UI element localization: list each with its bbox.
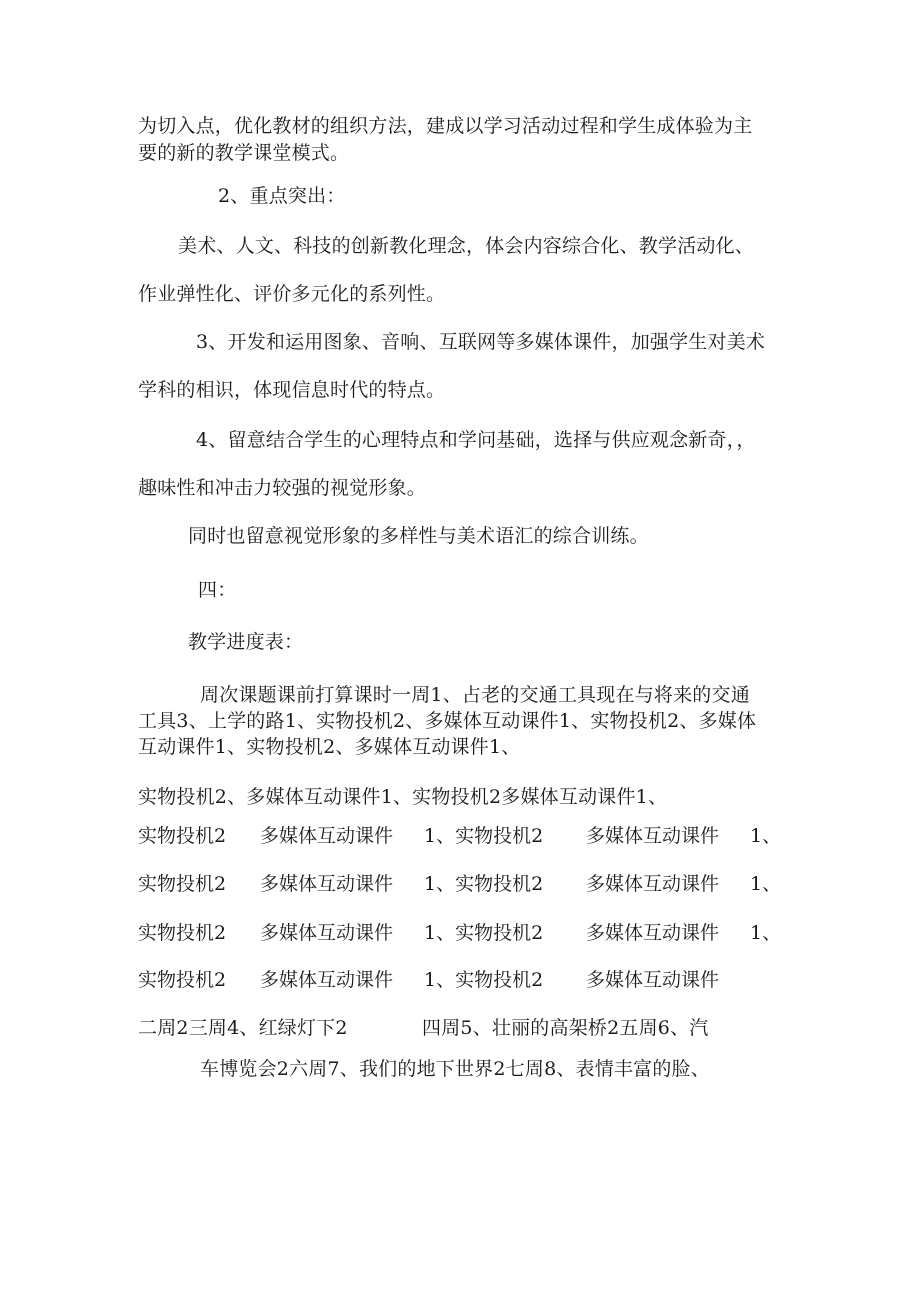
schedule-intro-line-2: 工具3、上学的路1、实物投机2、多媒体互动课件1、实物投机2、多媒体 [138,710,757,732]
schedule-weeks-line-1a: 二周2三周4、红绿灯下2 [138,1017,348,1039]
schedule-row-3-col-2: 多媒体互动课件 [260,922,394,944]
schedule-row-2-col-2: 多媒体互动课件 [260,873,394,895]
schedule-row-1-col-4: 多媒体互动课件 [586,825,720,847]
paragraph-4-line-1: 4、留意结合学生的心理特点和学问基础，选择与供应观念新奇，， [196,429,756,451]
schedule-row-4-col-1: 实物投机2 [138,969,227,991]
schedule-row-4-col-4: 多媒体互动课件 [586,969,720,991]
paragraph-5: 同时也留意视觉形象的多样性与美术语汇的综合训练。 [188,525,649,547]
paragraph-3-line-2: 学科的相识，体现信息时代的特点。 [138,379,446,401]
schedule-row-2-col-5: 1、 [750,873,782,895]
schedule-row-4-col-2: 多媒体互动课件 [260,969,394,991]
paragraph-4-line-2: 趣味性和冲击力较强的视觉形象。 [138,477,427,499]
schedule-intro-line-1: 周次课题课前打算课时一周1、占老的交通工具现在与将来的交通 [200,684,750,706]
schedule-weeks-line-1b: 四周5、壮丽的高架桥2五周6、汽 [422,1017,709,1039]
paragraph-3-line-1: 3、开发和运用图象、音响、互联网等多媒体课件，加强学生对美术 [196,331,766,353]
schedule-row-3-col-4: 多媒体互动课件 [586,922,720,944]
schedule-row-2-col-3: 1、实物投机2 [424,873,544,895]
schedule-weeks-line-2: 车博览会2六周7、我们的地下世界2七周8、表情丰富的脸、 [200,1058,710,1080]
heading-key-points: 2、重点突出： [218,185,346,207]
paragraph-2-line-2: 作业弹性化、评价多元化的系列性。 [138,283,446,305]
schedule-row-2-col-1: 实物投机2 [138,873,227,895]
schedule-row-1-col-5: 1、 [750,825,782,847]
schedule-row-3-col-1: 实物投机2 [138,922,227,944]
schedule-row-1-col-3: 1、实物投机2 [424,825,544,847]
paragraph-2-line-1: 美术、人文、科技的创新教化理念，体会内容综合化、教学活动化、 [178,235,755,257]
schedule-row-3-col-3: 1、实物投机2 [424,922,544,944]
schedule-row-2-col-4: 多媒体互动课件 [586,873,720,895]
schedule-row-3-col-5: 1、 [750,922,782,944]
paragraph-1-line-2: 要的新的教学课堂模式。 [138,142,350,164]
section-four-heading: 四： [198,579,237,601]
schedule-row-1-col-2: 多媒体互动课件 [260,825,394,847]
schedule-row-1-col-1: 实物投机2 [138,825,227,847]
schedule-title: 教学进度表： [188,631,304,653]
schedule-intro-line-3: 互动课件1、实物投机2、多媒体互动课件1、 [138,736,521,758]
schedule-intro-line-4: 实物投机2、多媒体互动课件1、实物投机2多媒体互动课件1、 [138,786,668,808]
schedule-row-4-col-3: 1、实物投机2 [424,969,544,991]
paragraph-1-line-1: 为切入点，优化教材的组织方法，建成以学习活动过程和学生成体验为主 [138,115,753,137]
